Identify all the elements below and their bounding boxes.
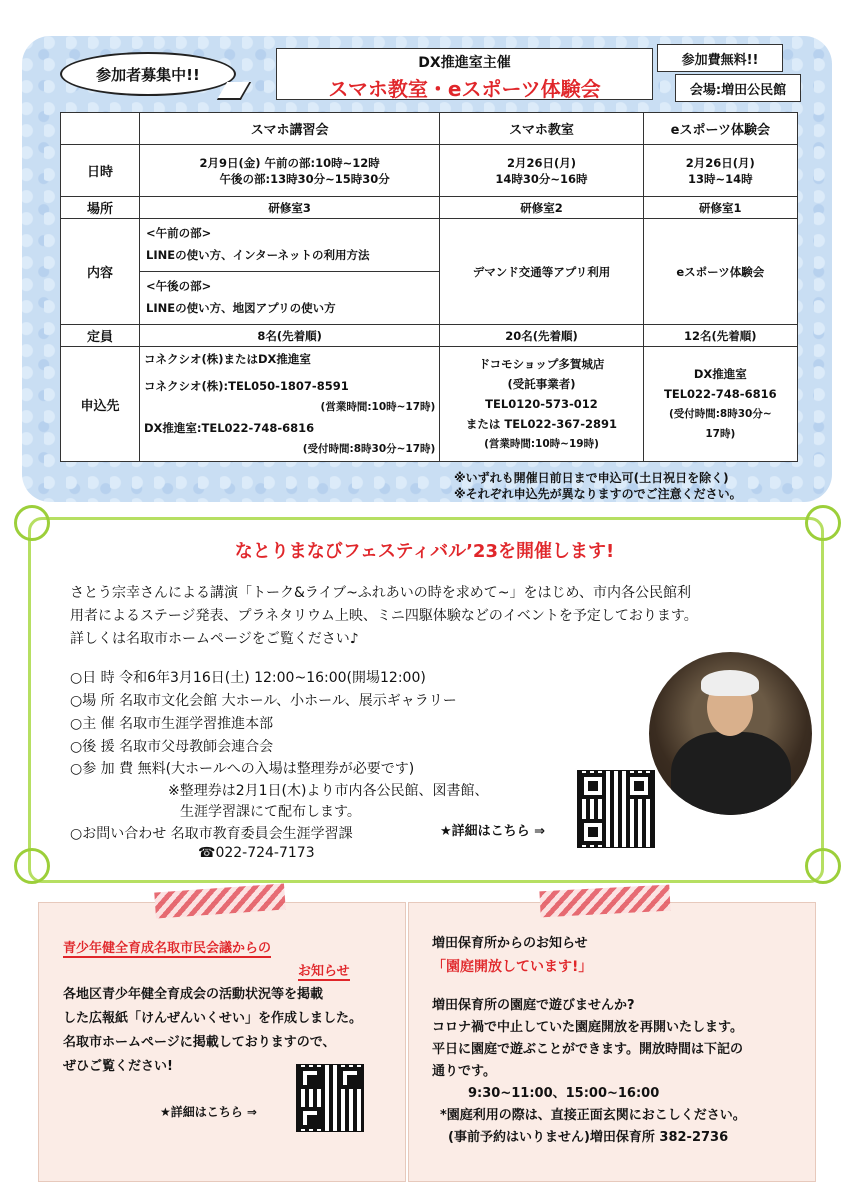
fee-badge: 参加費無料!!: [657, 44, 783, 72]
row-label: 場所: [61, 197, 140, 219]
festival-support: ○後 援 名取市父母教師会連合会: [70, 739, 274, 755]
table-cell: デマンド交通等アプリ利用: [440, 219, 643, 325]
header-cell: スマホ講習会: [140, 113, 440, 145]
bubble-text: 参加者募集中!!: [96, 65, 200, 84]
youth-qr-code[interactable]: [296, 1064, 364, 1132]
cell-line: <午後の部>: [146, 279, 212, 293]
table-cell: eスポーツ体験会: [643, 219, 797, 325]
festival-intro: 詳しくは名取市ホームページをご覧ください♪: [70, 631, 359, 647]
table-header-row: [61, 113, 798, 145]
schedule-table: [60, 112, 798, 462]
header-cell: [61, 113, 140, 145]
table-note: ※それぞれ申込先が異なりますのでご注意ください。: [454, 487, 742, 501]
table-cell: 研修室2: [440, 197, 643, 219]
event-title-box: [276, 48, 653, 100]
table-cell: 12名(先着順): [643, 325, 797, 347]
table-note: ※いずれも開催日前日まで申込可(土日祝日を除く): [454, 471, 729, 485]
cell-line: TEL022-748-6816: [664, 387, 777, 401]
row-label: 申込先: [61, 347, 140, 462]
cell-line: 2月26日(月): [506, 155, 576, 170]
table-cell: [140, 219, 440, 325]
cell-line: 13時~14時: [687, 171, 753, 186]
row-label: 日時: [61, 145, 140, 197]
cell-line: 午後の部:13時30分~15時30分: [219, 171, 390, 186]
table-row: [61, 219, 798, 325]
festival-ticket-note: 生涯学習課にて配布します。: [180, 804, 361, 820]
nursery-title: 「園庭開放しています!」: [432, 959, 593, 975]
youth-details-link[interactable]: ★詳細はこちら ⇒: [160, 1105, 257, 1119]
cell-line: (受託事業者): [507, 377, 576, 391]
youth-body: ぜひご覧ください!: [63, 1059, 173, 1074]
cell-line: または TEL022-367-2891: [465, 417, 618, 431]
youth-body: 名取市ホームページに掲載しておりますので、: [63, 1035, 336, 1050]
cell-line: DX推進室: [693, 367, 747, 381]
cell-line: 2月26日(月): [685, 155, 755, 170]
cell-line: TEL0120-573-012: [485, 397, 598, 411]
nursery-body: コロナ禍で中止していた園庭開放を再開いたします。: [432, 1020, 743, 1035]
table-cell: [643, 347, 797, 462]
nursery-body: 増田保育所の園庭で遊びませんか?: [432, 998, 635, 1013]
event-subtitle: DX推進室主催: [418, 55, 511, 71]
table-cell: 研修室3: [140, 197, 440, 219]
nursery-body: 平日に園庭で遊ぶことができます。開放時間は下記の: [432, 1042, 743, 1057]
youth-title: 青少年健全育成名取市民会議からの: [63, 937, 271, 958]
cell-line: 14時30分~16時: [495, 171, 588, 186]
table-cell: [440, 347, 643, 462]
cell-line: 17時): [705, 428, 736, 440]
corner-ornament: [14, 505, 50, 541]
cell-line: DX推進室:TEL022-748-6816: [144, 420, 315, 435]
nursery-body: 通りです。: [432, 1064, 496, 1079]
speech-bubble: [60, 52, 236, 96]
cell-line: 2月9日(金) 午前の部:10時~12時: [199, 155, 380, 170]
cell-line: (受付時間:8時30分~: [668, 408, 772, 420]
cell-line: コネクシオ(株)またはDX推進室: [144, 351, 311, 366]
table-cell: [140, 145, 440, 197]
header-cell: スマホ教室: [440, 113, 643, 145]
nursery-hours: 9:30~11:00、15:00~16:00: [468, 1086, 660, 1101]
cell-line: (受付時間:8時30分~17時): [302, 442, 436, 455]
nursery-from: 増田保育所からのお知らせ: [432, 936, 588, 951]
festival-intro: 用者によるステージ発表、プラネタリウム上映、ミニ四駆体験などのイベントを予定しております。: [70, 608, 698, 624]
youth-body: した広報紙「けんぜんいくせい」を作成しました。: [63, 1011, 363, 1026]
cell-line: (営業時間:10時~17時): [320, 400, 436, 413]
cell-line: コネクシオ(株):TEL050-1807-8591: [144, 378, 349, 393]
nursery-caution: *園庭利用の際は、直接正面玄関におこしください。: [440, 1108, 746, 1123]
table-row: [61, 325, 798, 347]
festival-details-link[interactable]: ★詳細はこちら ⇒: [440, 824, 546, 839]
cell-line: <午前の部>: [146, 226, 212, 240]
festival-phone: ☎022-724-7173: [198, 845, 315, 861]
table-cell: 20名(先着順): [440, 325, 643, 347]
corner-ornament: [805, 848, 841, 884]
festival-ticket-note: ※整理券は2月1日(木)より市内各公民館、図書館、: [168, 783, 489, 799]
cell-line: (営業時間:10時~19時): [484, 438, 599, 450]
festival-contact: ○お問い合わせ 名取市教育委員会生涯学習課: [70, 826, 353, 842]
table-row: [61, 347, 798, 462]
festival-qr-code[interactable]: [577, 770, 655, 848]
corner-ornament: [14, 848, 50, 884]
event-title: スマホ教室・eスポーツ体験会: [328, 77, 601, 101]
table-cell: 8名(先着順): [140, 325, 440, 347]
table-cell: [643, 145, 797, 197]
row-label: 内容: [61, 219, 140, 325]
cell-line: LINEの使い方、地図アプリの使い方: [146, 301, 336, 315]
festival-fee: ○参 加 費 無料(大ホールへの入場は整理券が必要です): [70, 761, 415, 777]
corner-ornament: [805, 505, 841, 541]
venue-badge: 会場:増田公民館: [675, 74, 801, 102]
youth-body: 各地区青少年健全育成会の活動状況等を掲載: [63, 987, 324, 1002]
table-cell: 研修室1: [643, 197, 797, 219]
festival-intro: さとう宗幸さんによる講演「トーク&ライブ~ふれあいの時を求めて~」をはじめ、市内各公民館利: [70, 585, 691, 601]
nursery-footer: (事前予約はいりません)増田保育所 382-2736: [448, 1130, 729, 1145]
festival-host: ○主 催 名取市生涯学習推進本部: [70, 716, 274, 732]
table-row: [61, 197, 798, 219]
table-cell: [140, 347, 440, 462]
table-cell: [440, 145, 643, 197]
youth-title: お知らせ: [298, 960, 350, 981]
table-row: [61, 145, 798, 197]
speaker-photo: [649, 652, 812, 815]
cell-line: ドコモショップ多賀城店: [478, 357, 605, 371]
festival-date: ○日 時 令和6年3月16日(土) 12:00~16:00(開場12:00): [70, 670, 426, 686]
header-cell: eスポーツ体験会: [643, 113, 797, 145]
row-label: 定員: [61, 325, 140, 347]
festival-place: ○場 所 名取市文化会館 大ホール、小ホール、展示ギャラリー: [70, 693, 457, 709]
cell-line: LINEの使い方、インターネットの利用方法: [146, 248, 370, 262]
festival-title: なとりまなびフェスティバル’23を開催します!: [234, 541, 615, 562]
